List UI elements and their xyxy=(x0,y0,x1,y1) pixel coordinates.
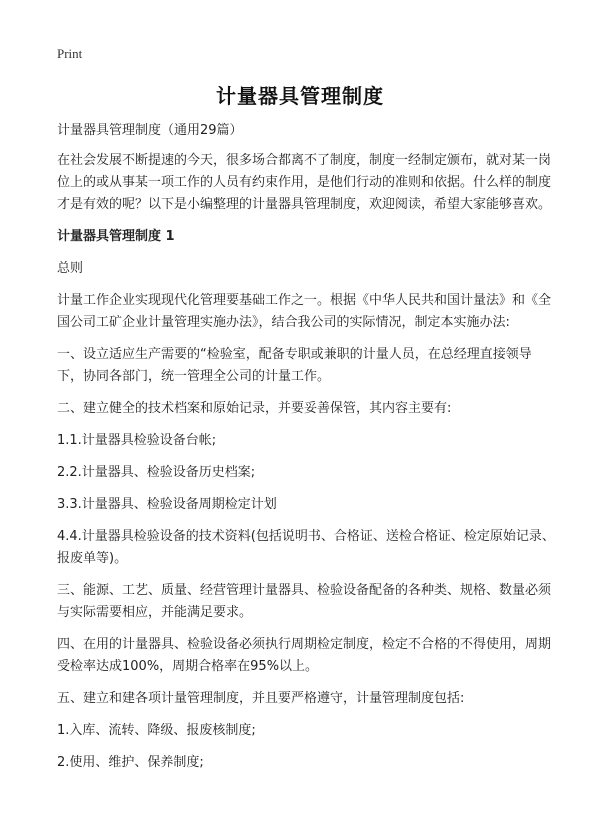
list-item: 2.使用、维护、保养制度; xyxy=(57,755,204,770)
body-paragraph: 一、设立适应生产需要的“检验室，配备专职或兼职的计量人员，在总经理直接领导下，协同各部门，统一管理全公司的计量工作。 xyxy=(57,347,532,384)
list-item: 1.1.计量器具检验设备台帐; xyxy=(57,433,217,448)
body-paragraph: 计量工作企业实现现代化管理要基础工作之一。根据《中华人民共和国计量法》和《全国公司工矿企业计量管理实施办法》，结合我公司的实际情况，制定本实施办法: xyxy=(57,293,552,330)
document-subtitle: 计量器具管理制度（通用29篇） xyxy=(57,123,243,138)
intro-paragraph: 在社会发展不断提速的今天，很多场合都离不了制度，制度一经制定颁布，就对某一岗位上的或从事某一项工作的人员有约束作用，是他们行动的准则和依据。什么样的制度才是有效的呢？以下是小编整理的计量器具管理制度，欢迎阅读，希望大家能够喜欢。 xyxy=(57,153,552,212)
document-title: 计量器具管理制度 xyxy=(216,84,384,108)
body-paragraph: 三、能源、工艺、质量、经营管理计量器具、检验设备配备的各种类、规格、数量必须与实际需要相应，并能满足要求。 xyxy=(57,583,552,620)
body-paragraph: 二、建立健全的技术档案和原始记录，并要妥善保管，其内容主要有: xyxy=(57,401,452,416)
document-body xyxy=(57,120,557,784)
print-link[interactable]: Print xyxy=(57,46,83,61)
list-item: 1.入库、流转、降级、报废核制度; xyxy=(57,723,256,738)
body-paragraph: 四、在用的计量器具、检验设备必须执行周期检定制度，检定不合格的不得使用，周期受检率达成100%，周期合格率在95%以上。 xyxy=(57,637,552,674)
body-paragraph: 五、建立和建各项计量管理制度，并且要严格遵守，计量管理制度包括: xyxy=(57,691,465,706)
section-heading: 计量器具管理制度 1 xyxy=(57,229,175,244)
list-item: 3.3.计量器具、检验设备周期检定计划 xyxy=(57,497,277,512)
general-provisions-label: 总则 xyxy=(57,261,84,276)
list-item: 2.2.计量器具、检验设备历史档案; xyxy=(57,465,256,480)
list-item: 4.4.计量器具检验设备的技术资料(包括说明书、合格证、送检合格证、检定原始记录、报废单等)。 xyxy=(57,529,555,566)
